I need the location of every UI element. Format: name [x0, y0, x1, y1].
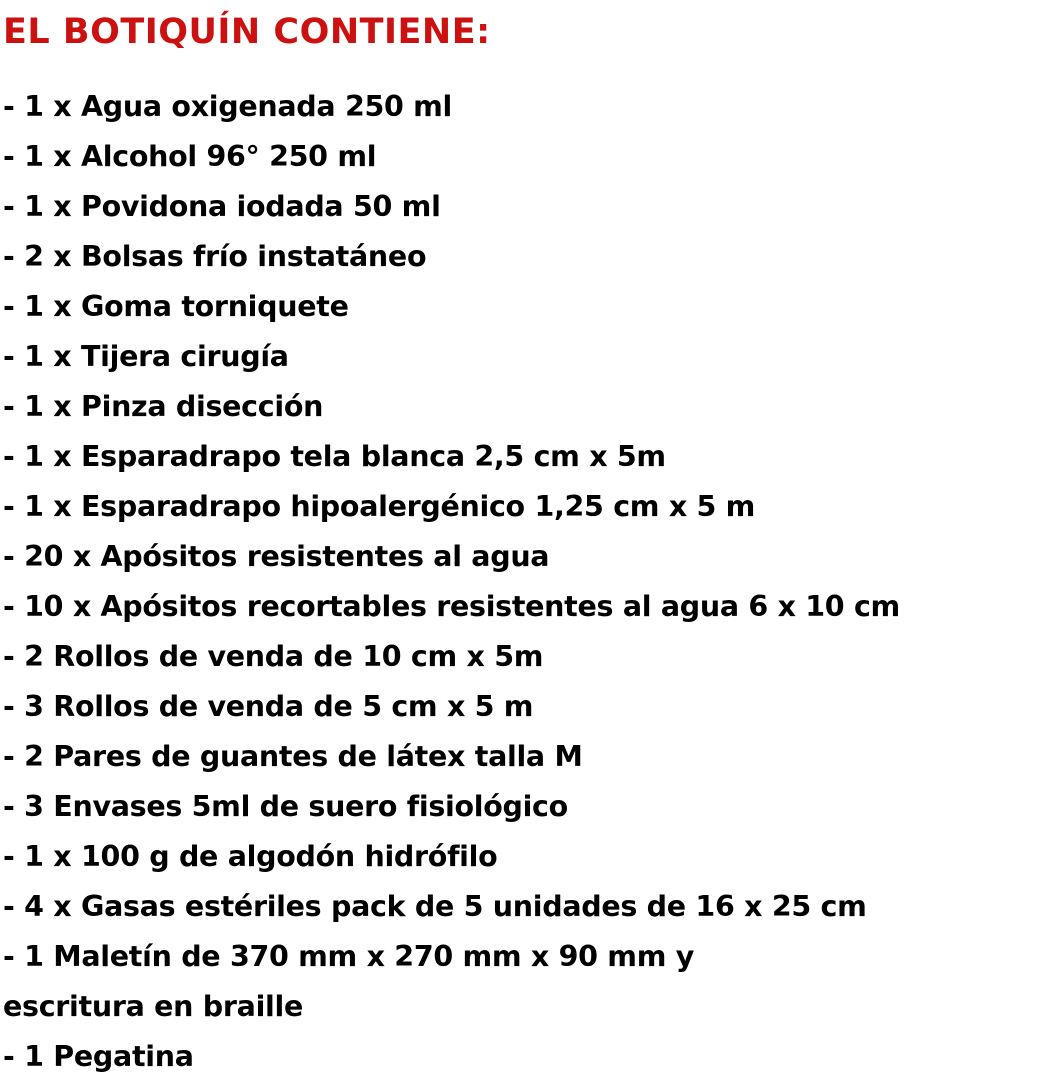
list-item: - 1 Maletín de 370 mm x 270 mm x 90 mm y escritura en braille	[3, 940, 694, 1023]
list-item: - 2 x Bolsas frío instatáneo	[3, 240, 427, 273]
list-item: - 4 x Gasas estériles pack de 5 unidades de 16 x 25 cm	[3, 890, 867, 923]
list-item: - 1 x Tijera cirugía	[3, 340, 289, 373]
list-item: - 3 Rollos de venda de 5 cm x 5 m	[3, 690, 534, 723]
kit-contents-title: EL BOTIQUÍN CONTIENE:	[3, 12, 491, 52]
list-item: - 1 x Pinza disección	[3, 390, 324, 423]
list-item: - 2 Rollos de venda de 10 cm x 5m	[3, 640, 544, 673]
list-item: - 10 x Apósitos recortables resistentes al agua 6 x 10 cm	[3, 590, 900, 623]
list-item: - 2 Pares de guantes de látex talla M	[3, 740, 583, 773]
list-item: - 1 x Agua oxigenada 250 ml	[3, 90, 453, 123]
list-item: - 1 x 100 g de algodón hidrófilo	[3, 840, 498, 873]
list-item: - 1 x Povidona iodada 50 ml	[3, 190, 441, 223]
list-item: - 1 x Esparadrapo hipoalergénico 1,25 cm x 5 m	[3, 490, 756, 523]
list-item: - 20 x Apósitos resistentes al agua	[3, 540, 550, 573]
list-item: - 3 Envases 5ml de suero fisiológico	[3, 790, 568, 823]
list-item: - 1 x Esparadrapo tela blanca 2,5 cm x 5m	[3, 440, 666, 473]
kit-contents-list	[3, 82, 1039, 1082]
list-item: - 1 x Alcohol 96° 250 ml	[3, 140, 377, 173]
list-item: - 1 x Goma torniquete	[3, 290, 349, 323]
list-item: - 1 Pegatina	[3, 1040, 194, 1073]
